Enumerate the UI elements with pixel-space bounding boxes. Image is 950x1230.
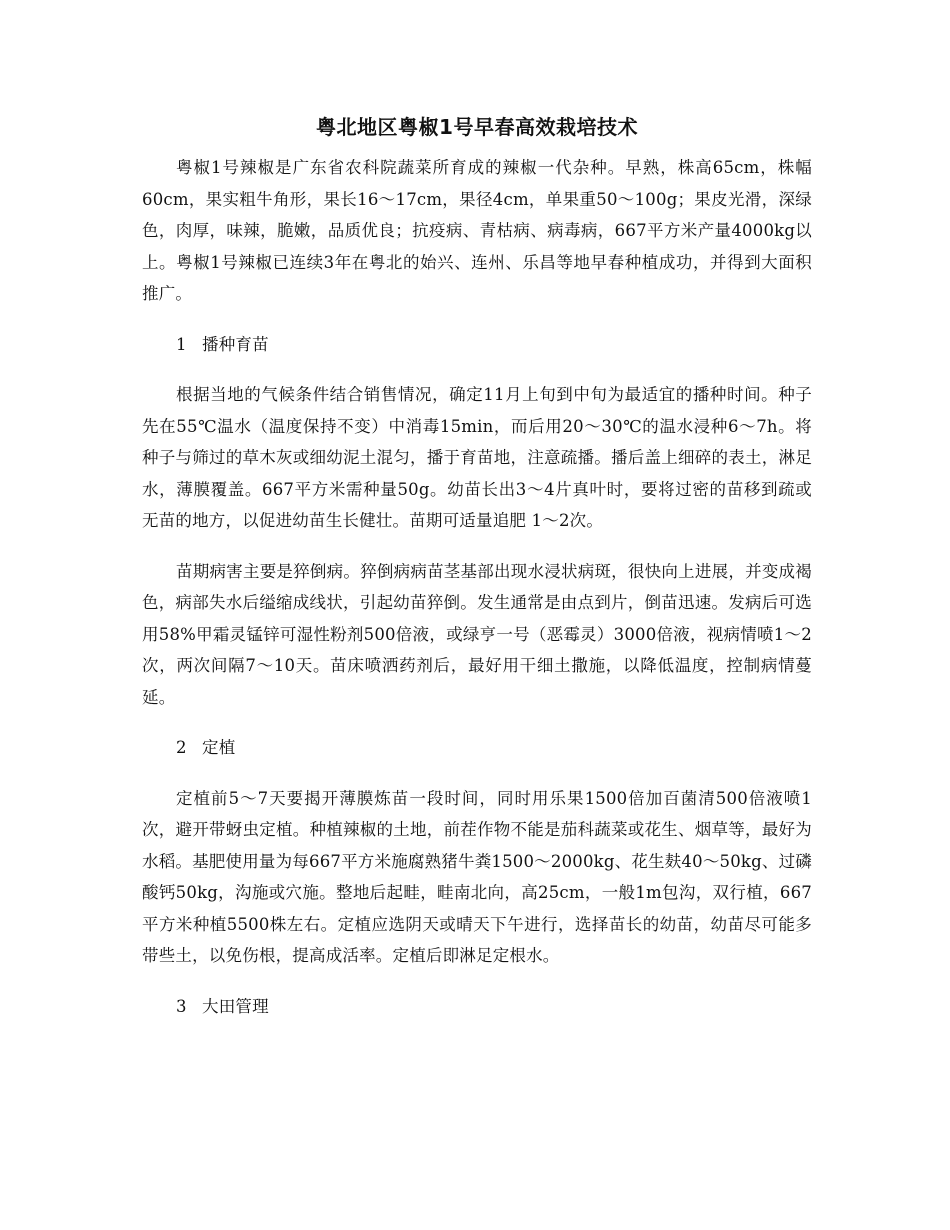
section-heading-2 xyxy=(142,732,812,764)
section-number: 2 xyxy=(176,738,187,757)
document-body xyxy=(142,112,812,1041)
section-number: 3 xyxy=(176,996,187,1016)
section-title: 定植 xyxy=(202,738,236,757)
intro-paragraph: 粤椒1号辣椒是广东省农科院蔬菜所育成的辣椒一代杂种。早熟，株高65cm，株幅60cm，果实粗牛角形，果长16～17cm，果径4cm，单果重50～100g；果皮光滑，深绿色，肉厚，味辣，脆嫩，品质优良；抗疫病、青枯病、病毒病，667平方米产量4000kg以上。粤椒1号辣椒已连续3年在粤北的始兴、连州、乐昌等地早春种植成功，并得到大面积推广。 xyxy=(142,158,812,303)
section-number: 1 xyxy=(176,334,187,354)
section-title: 大田管理 xyxy=(202,996,269,1016)
paragraph: 苗期病害主要是猝倒病。猝倒病病苗茎基部出现水浸状病斑，很快向上进展，并变成褐色，病部失水后缢缩成线状，引起幼苗猝倒。发生通常是由点到片，倒苗迅速。发病后可选用58%甲霜灵锰锌可湿性粉剂500倍液，或绿亨一号（恶霉灵）3000倍液，视病情喷1～2次，两次间隔7～10天。苗床喷洒药剂后，最好用干细土撒施，以降低温度，控制病情蔓延。 xyxy=(142,561,812,707)
paragraph: 定植前5～7天要揭开薄膜炼苗一段时间，同时用乐果1500倍加百菌清500倍液喷1次，避开带蚜虫定植。种植辣椒的土地，前茬作物不能是茄科蔬菜或花生、烟草等，最好为水稻。基肥使用量为每667平方米施腐熟猪牛粪1500～2000kg、花生麸40～50kg、过磷酸钙50kg，沟施或穴施。整地后起畦，畦南北向，高25cm，一般1m包沟，双行植，667平方米种植5500株左右。定植应选阴天或晴天下午进行，选择苗长的幼苗，幼苗尽可能多带些土，以免伤根，提高成活率。定植后即淋足定根水。 xyxy=(142,788,812,965)
section-title: 播种育苗 xyxy=(202,334,269,354)
section-heading-1 xyxy=(142,329,812,361)
section-heading-3 xyxy=(142,991,812,1023)
paragraph: 根据当地的气候条件结合销售情况，确定11月上旬到中旬为最适宜的播种时间。种子先在55℃温水（温度保持不变）中消毒15min，而后用20～30℃的温水浸种6～7h。将种子与筛过的草木灰或细幼泥土混匀，播于育苗地，注意疏播。播后盖上细碎的表土，淋足水，薄膜覆盖。667平方米需种量50g。幼苗长出3～4片真叶时，要将过密的苗移到疏或无苗的地方，以促进幼苗生长健壮。苗期可适量追肥 1～2次。 xyxy=(142,385,812,530)
page-title: 粤北地区粤椒1号早春高效栽培技术 xyxy=(316,115,638,139)
